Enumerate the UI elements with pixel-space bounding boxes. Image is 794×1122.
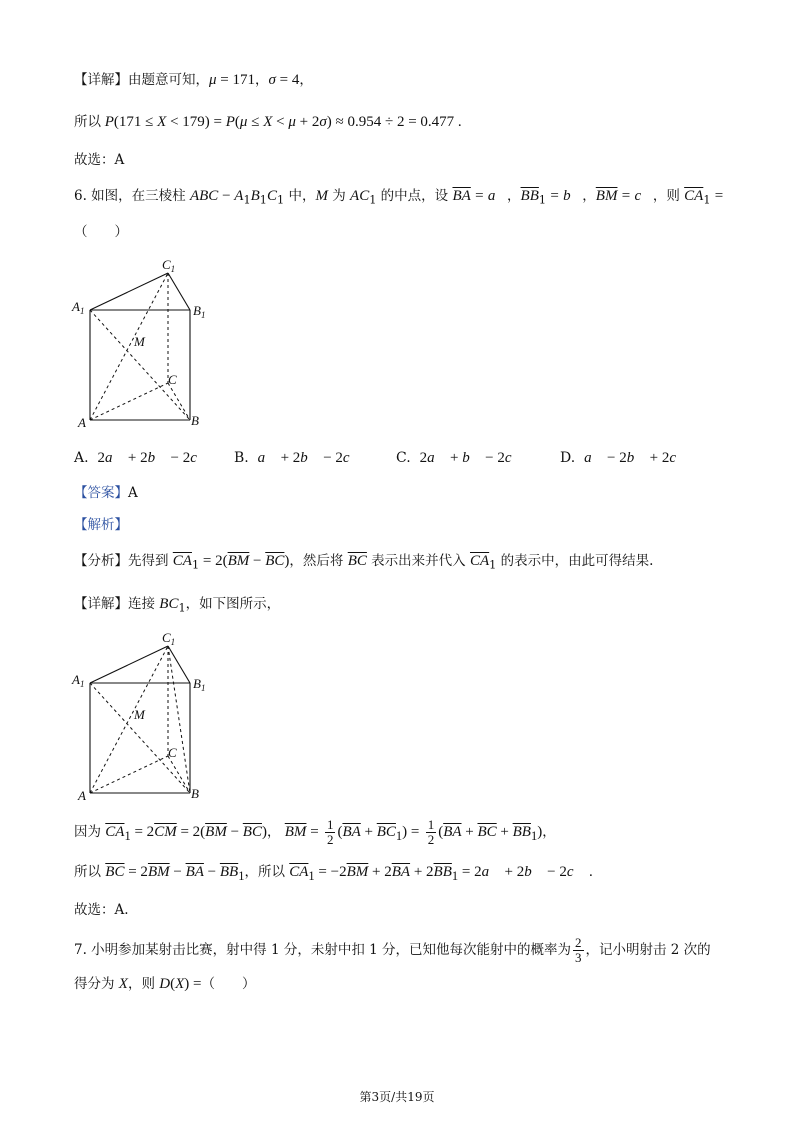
fig2-sub-c1: 1 <box>170 637 176 647</box>
analysis-label: 【解析】 <box>74 517 128 533</box>
xiangjie-line: 【详解】连接 $BC_1$，如下图所示， <box>74 596 281 615</box>
detail-line-1: 【详解】由题意可知，μ = 171，σ = 4， <box>74 72 313 88</box>
fig1-label-a: A <box>78 415 86 430</box>
option-a[interactable]: A. 2a⃗ + 2b⃗ − 2c⃗ <box>74 450 209 466</box>
fig2-label-c1: $C_1$ <box>162 630 176 647</box>
answer-choice-line: 故选：A <box>74 152 125 168</box>
question-6-brackets: （ ） <box>74 224 128 240</box>
prism-figure-1 <box>70 255 220 435</box>
frac-half-2: $\frac{1}{2}$ <box>427 817 435 847</box>
equation-line-2: 所以 $\overline{BC} = 2\overline{BM} - \overline{BA} - \overline{BB}_1$，所以 $\overline{CA}_1 = -2\overline{BM} + 2\overline{BA} + 2\overline{BB}_1$ = 2a⃗ + 2b⃗ − 2c⃗ . <box>74 864 593 883</box>
fig1-label-m: M <box>134 334 145 349</box>
fig2-label-m: M <box>134 707 145 722</box>
fig1-sub-b1: 1 <box>200 310 206 320</box>
fig2-label-b1: $B_1$ <box>193 676 206 693</box>
fig2-sub-b1: 1 <box>200 683 206 693</box>
question-7-line-2: 得分为 X，则 D(X) =（ ） <box>74 976 256 992</box>
fig1-label-b: B <box>191 413 199 428</box>
fig2-label-a: A <box>78 788 86 803</box>
option-b[interactable]: B. a⃗ + 2b⃗ − 2c⃗ <box>234 450 362 466</box>
fig1-label-c1: $C_1$ <box>162 257 176 274</box>
fig1-label-a1: $A_1$ <box>72 299 85 316</box>
option-d[interactable]: D. a⃗ − 2b⃗ + 2c⃗ <box>560 450 688 466</box>
fig1-sub-c1: 1 <box>170 264 176 274</box>
question-7-line-1: 7. 小明参加某射击比赛，射中得 1 分，未射中扣 1 分，已知他每次能射中的概率为 $\frac{2}{3}$ ，记小明射击 2 次的 <box>74 935 711 965</box>
fig1-sub-a1: 1 <box>79 306 85 316</box>
fig1-label-c: C <box>168 372 177 387</box>
fig2-sub-a1: 1 <box>79 679 85 689</box>
fig2-label-a1: $A_1$ <box>72 672 85 689</box>
fenxi-line: 【分析】先得到 $\overline{CA}_1 = 2(\overline{BM} - \overline{BC})$，然后将 $\overline{BC}$ 表示出来并代入 $\overline{CA}_1$ 的表示中，由此可得结果. <box>74 553 654 572</box>
fig2-label-b: B <box>191 786 199 801</box>
prism-figure-2 <box>70 628 220 808</box>
question-6: 6. 如图，在三棱柱 ABC − $A_1B_1C_1$ 中，M 为 $AC_1$ 的中点，设 $\overline{BA}$ = a⃗，$\overline{BB}_1$ = b⃗，$\overline{BM}$ = c⃗，则 $\overline{CA}_1$ = <box>74 188 724 207</box>
answer-label: 【答案】A <box>74 485 138 501</box>
frac-half-1: $\frac{1}{2}$ <box>326 817 334 847</box>
fig1-label-b1: $B_1$ <box>193 303 206 320</box>
page-footer: 第3页/共19页 <box>359 1090 435 1104</box>
frac-two-thirds: $\frac{2}{3}$ <box>575 935 582 965</box>
final-choice-line: 故选：A. <box>74 902 129 918</box>
detail-line-2: 所以 P(171 ≤ X < 179) = P(μ ≤ X < μ + 2σ) ≈ 0.954 ÷ 2 = 0.477 . <box>74 114 462 130</box>
fig2-label-c: C <box>168 745 177 760</box>
option-c[interactable]: C. 2a⃗ + b⃗ − 2c⃗ <box>396 450 524 466</box>
equation-line-1: 因为 $\overline{CA}_1 = 2\overline{CM} = 2(\overline{BM} - \overline{BC})$， $\overline{BM}$ = $\frac{1}{2}$ $(\overline{BA} + \overline{BC}_1)$ = $\frac{1}{2}$ $(\overline{BA} + \overline{BC} + \overline{BB}_1)$， <box>74 817 556 847</box>
